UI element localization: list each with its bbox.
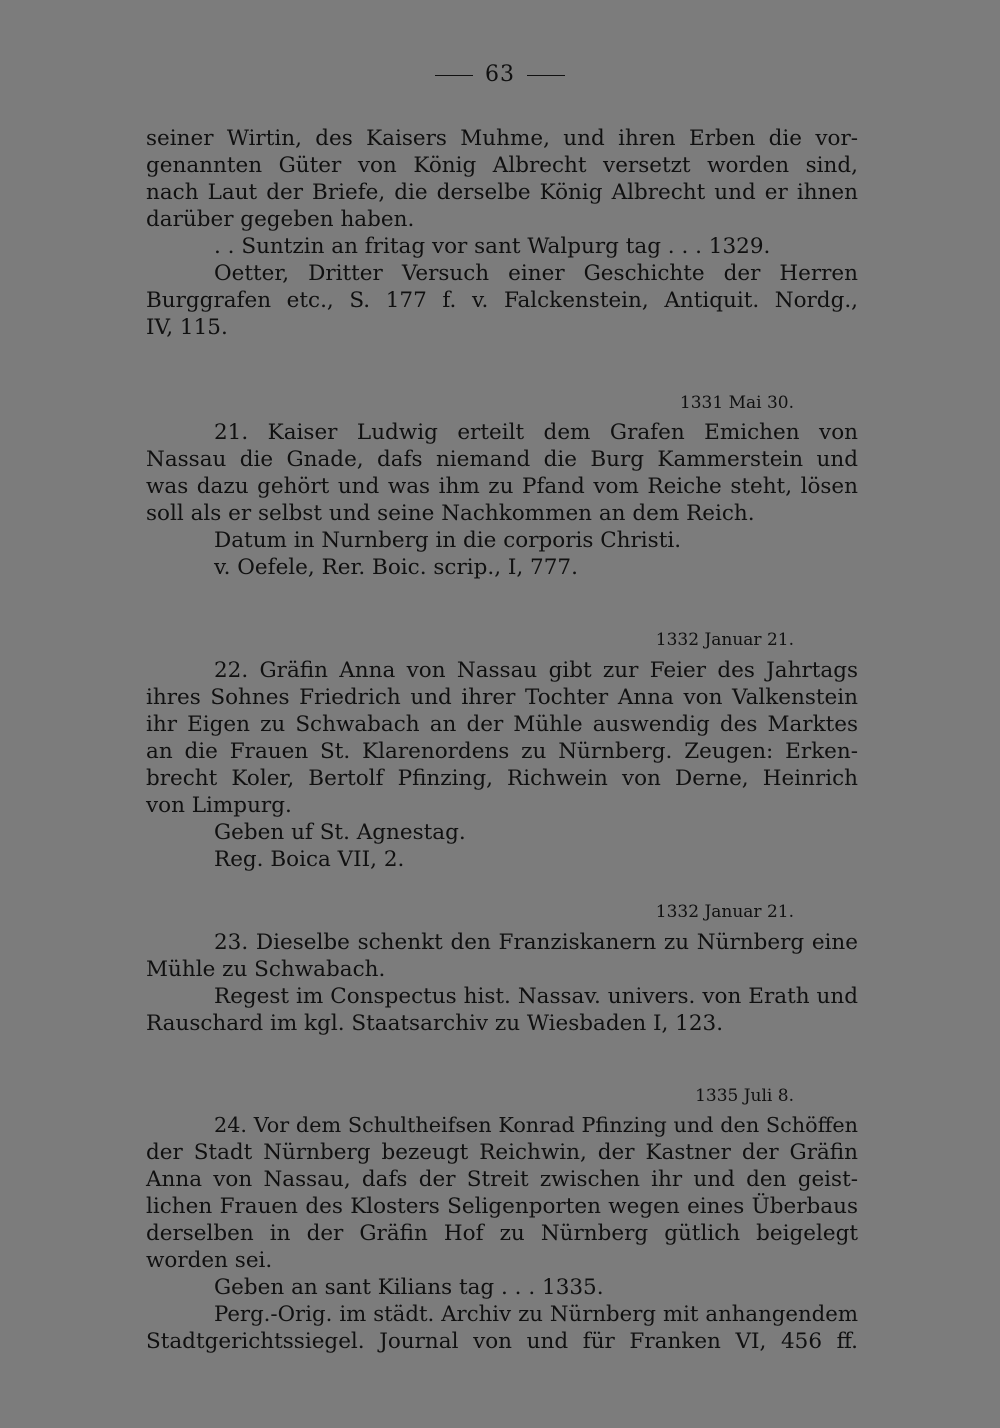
text-line: Regest im Conspectus hist. Nassav. univers. von Erath und: [214, 984, 858, 1009]
text-line: soll als er selbst und seine Nachkommen an dem Reich.: [146, 501, 755, 526]
dash-right: [527, 75, 565, 76]
entry-date: 1332 Januar 21.: [655, 902, 794, 922]
text-line: 22. Gräfin Anna von Nassau gibt zur Feier des Jahrtags: [214, 658, 858, 683]
text-line: von Limpurg.: [146, 793, 292, 818]
page-number-value: 63: [485, 62, 515, 87]
page-number: [0, 62, 1000, 87]
text-line: Anna von Nassau, dafs der Streit zwischen ihr und den geist-: [146, 1167, 858, 1192]
text-line: derselben in der Gräfin Hof zu Nürnberg gütlich beigelegt: [146, 1221, 858, 1246]
text-line: nach Laut der Briefe, die derselbe König Albrecht und er ihnen: [146, 180, 858, 205]
entry-date: 1332 Januar 21.: [655, 630, 794, 650]
text-line: Perg.-Orig. im städt. Archiv zu Nürnberg mit anhangendem: [214, 1302, 858, 1327]
text-line: darüber gegeben haben.: [146, 207, 415, 232]
text-line: IV, 115.: [146, 315, 228, 340]
text-line: lichen Frauen des Klosters Seligenporten wegen eines Überbaus: [146, 1194, 858, 1219]
text-line: Rauschard im kgl. Staatsarchiv zu Wiesbaden I, 123.: [146, 1011, 724, 1036]
entry-21: [146, 419, 858, 581]
text-line: 24. Vor dem Schultheifsen Konrad Pfinzing und den Schöffen: [214, 1113, 858, 1137]
text-line: genannten Güter von König Albrecht versetzt worden sind,: [146, 153, 858, 178]
text-line: Stadtgerichtssiegel. Journal von und für Franken VI, 456 ff.: [146, 1329, 858, 1354]
entry-date: 1331 Mai 30.: [679, 393, 794, 413]
text-line: Mühle zu Schwabach.: [146, 957, 386, 982]
text-line: Reg. Boica VII, 2.: [214, 847, 405, 872]
text-line: . . Suntzin an fritag vor sant Walpurg tag . . . 1329.: [214, 234, 771, 259]
entry-22: [146, 657, 858, 873]
entry-date: 1335 Juli 8.: [695, 1086, 794, 1106]
text-line: ihres Sohnes Friedrich und ihrer Tochter Anna von Valkenstein: [146, 685, 858, 710]
text-line: v. Oefele, Rer. Boic. scrip., I, 777.: [214, 555, 578, 580]
text-line: was dazu gehört und was ihm zu Pfand vom Reiche steht, lösen: [146, 474, 858, 499]
dash-left: [435, 75, 473, 76]
text-line: seiner Wirtin, des Kaisers Muhme, und ihren Erben die vor-: [146, 126, 858, 151]
text-line: brecht Koler, Bertolf Pfinzing, Richwein von Derne, Heinrich: [146, 766, 858, 791]
entry-24: [146, 1112, 858, 1355]
intro-paragraph: [146, 125, 858, 341]
text-line: Oetter, Dritter Versuch einer Geschichte der Herren: [214, 261, 858, 286]
entry-23: [146, 929, 858, 1037]
text-line: 21. Kaiser Ludwig erteilt dem Grafen Emichen von: [214, 420, 858, 445]
text-line: der Stadt Nürnberg bezeugt Reichwin, der Kastner der Gräfin: [146, 1140, 858, 1165]
text-line: Datum in Nurnberg in die corporis Christi.: [214, 528, 682, 553]
text-line: ihr Eigen zu Schwabach an der Mühle auswendig des Marktes: [146, 712, 858, 737]
text-line: worden sei.: [146, 1248, 273, 1273]
text-line: 23. Dieselbe schenkt den Franziskanern zu Nürnberg eine: [214, 930, 858, 955]
text-line: Burggrafen etc., S. 177 f. v. Falckenstein, Antiquit. Nordg.,: [146, 288, 858, 313]
text-line: an die Frauen St. Klarenordens zu Nürnberg. Zeugen: Erken-: [146, 739, 858, 764]
text-line: Geben an sant Kilians tag . . . 1335.: [214, 1275, 604, 1300]
text-line: Nassau die Gnade, dafs niemand die Burg Kammerstein und: [146, 447, 858, 472]
text-line: Geben uf St. Agnestag.: [214, 820, 466, 845]
